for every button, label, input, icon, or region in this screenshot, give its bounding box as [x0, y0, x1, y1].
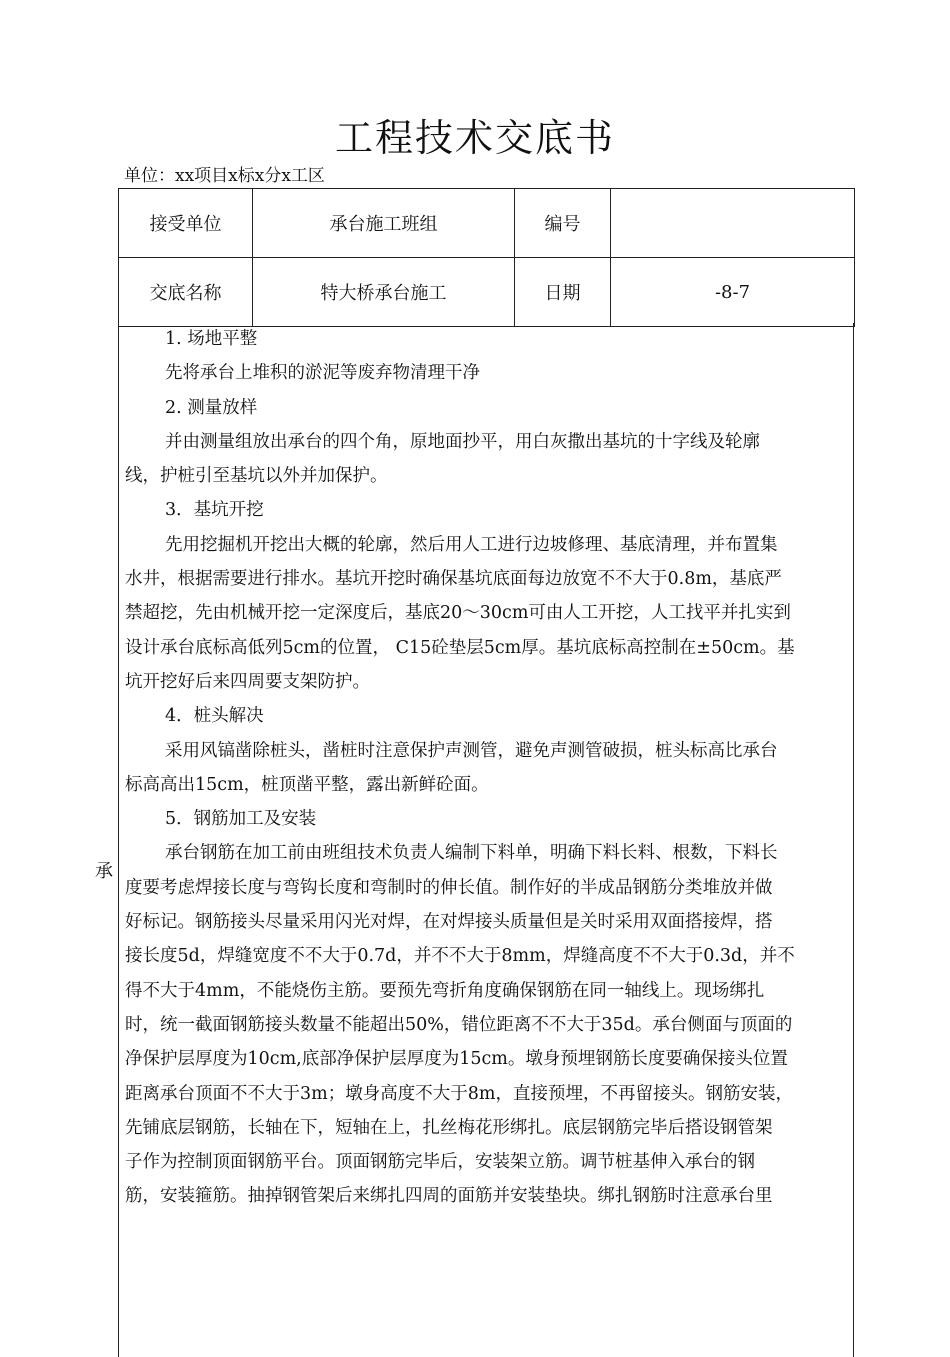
section-5-line: 筋，安装箍筋。抽掉钢管架后来绑扎四周的面筋并安装垫块。绑扎钢筋时注意承台里	[125, 1186, 773, 1207]
receiver-value: 承台施工班组	[253, 189, 515, 258]
section-3-line: 禁超挖，先由机械开挖一定深度后，基底20～30cm可由人工开挖，人工找平并扎实到	[125, 603, 791, 624]
section-2-heading: 2. 测量放样	[165, 397, 258, 418]
name-label: 交底名称	[119, 258, 253, 327]
side-label: 承	[95, 861, 113, 882]
section-3-line: 设计承台底标高低列5cm的位置， C15砼垫层5cm厚。基坑底标高控制在±50cm。基	[125, 637, 795, 658]
document-title: 工程技术交底书	[334, 116, 615, 160]
section-4-line: 采用风镐凿除桩头，凿桩时注意保护声测管，避免声测管破损，桩头标高比承台	[165, 740, 778, 761]
section-5-line: 承台钢筋在加工前由班组技术负责人编制下料单，明确下料长料、根数，下料长	[165, 843, 778, 864]
unit-line: 单位：xx项目x标x分x工区	[124, 166, 325, 186]
date-label: 日期	[515, 258, 611, 327]
content-text	[125, 322, 842, 1214]
name-value: 特大桥承台施工	[253, 258, 515, 327]
section-1-line: 先将承台上堆积的淤泥等废弃物清理干净	[165, 363, 480, 384]
section-5-line: 好标记。钢筋接头尽量采用闪光对焊，在对焊接头质量但是关时采用双面搭接焊，搭	[125, 912, 773, 933]
number-label: 编号	[515, 189, 611, 258]
section-5-line: 距离承台顶面不不大于3m；墩身高度不大于8m，直接预埋，不再留接头。钢筋安装，	[125, 1083, 793, 1104]
section-2-line: 并由测量组放出承台的四个角，原地面抄平，用白灰撒出基坑的十字线及轮廓	[165, 431, 760, 452]
header-row-receiver	[119, 189, 855, 258]
section-3-line: 先用挖掘机开挖出大概的轮廓，然后用人工进行边坡修理、基底清理，并布置集	[165, 534, 778, 555]
header-row-name	[119, 258, 855, 327]
section-5-line: 子作为控制顶面钢筋平台。顶面钢筋完毕后，安装架立筋。调节桩基伸入承台的钢	[125, 1152, 755, 1173]
section-5-line: 得不大于4mm，不能烧伤主筋。要预先弯折角度确保钢筋在同一轴线上。现场绑扎	[125, 980, 765, 1001]
date-value: -8-7	[611, 258, 855, 327]
section-5-line: 接长度5d，焊缝宽度不不大于0.7d，并不不大于8mm，焊缝高度不不大于0.3d，并不	[125, 946, 795, 967]
section-5-line: 净保护层厚度为10cm,底部净保护层厚度为15cm。墩身预埋钢筋长度要确保接头位置	[125, 1049, 788, 1070]
section-2-line: 线，护桩引至基坑以外并加保护。	[125, 466, 388, 487]
receiver-label: 接受单位	[119, 189, 253, 258]
section-1-heading: 1. 场地平整	[165, 329, 258, 349]
section-3-line: 水井，根据需要进行排水。基坑开挖时确保基坑底面每边放宽不不大于0.8m，基底严	[125, 569, 782, 590]
section-3-heading: 3．基坑开挖	[165, 500, 264, 521]
section-5-line: 先铺底层钢筋，长轴在下，短轴在上，扎丝梅花形绑扎。底层钢筋完毕后搭设钢管架	[125, 1117, 773, 1138]
section-4-heading: 4．桩头解决	[165, 706, 264, 727]
section-4-line: 标高高出15cm，桩顶凿平整，露出新鲜砼面。	[125, 774, 489, 795]
header-table	[118, 188, 855, 327]
section-5-line: 时，统一截面钢筋接头数量不能超出50%，错位距离不不大于35d。承台侧面与顶面的	[125, 1014, 793, 1035]
section-5-line: 度要考虑焊接长度与弯钩长度和弯制时的伸长值。制作好的半成品钢筋分类堆放并做	[125, 877, 773, 898]
section-5-heading: 5．钢筋加工及安装	[165, 809, 317, 830]
section-3-line: 坑开挖好后来四周要支架防护。	[125, 671, 370, 692]
number-value	[611, 189, 855, 258]
